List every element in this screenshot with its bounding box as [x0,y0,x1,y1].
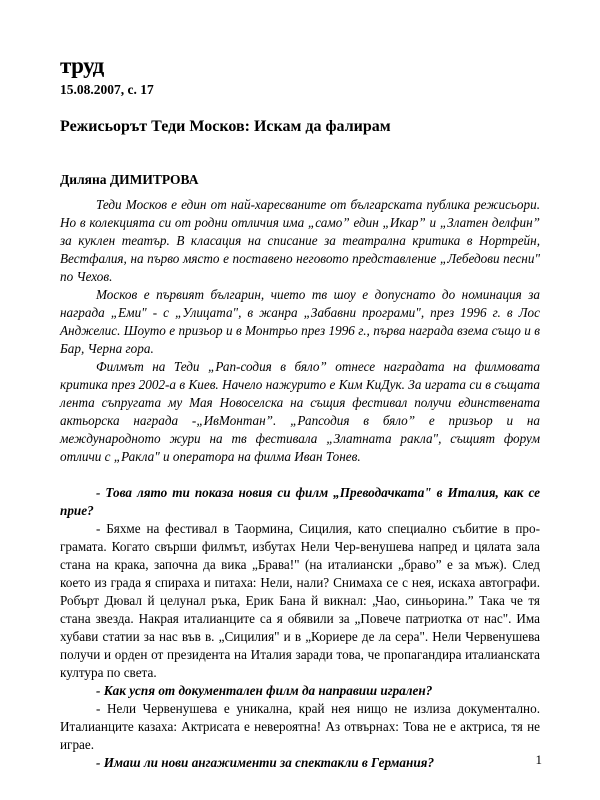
article-author: Диляна ДИМИТРОВА [60,172,199,187]
newspaper-logo: труд [60,53,104,78]
interview-question: - Това лято ти показа новия си филм „Преводачката" в Италия, как се прие? [60,485,540,518]
article-body [60,196,540,772]
page-number: 1 [535,752,542,767]
intro-paragraph: Филмът на Теди „Рап-содия в бяло” отнесе наградата на филмовата критика през 2002-а в Киев. Начело нажурито е Ким КиДук. За играта си в същата лента съпругата му Мая Новоселска на същия фестивал получи единствената актьорска награда -„ИвМонтан”. „Рапсодия в бяло” е призьор и на международното жури на тв фестивала „Златната ракла", същият форум отличи с „Ракла" и оператора на филма Иван Тонев. [60,359,540,464]
interview-answer: - Нели Червенушева е уникална, край нея нищо не излиза документално. Италианците казаха: Актрисата е невероятна! Аз отвърнах: Това не е актриса, тя не играе. [60,701,540,752]
paragraph-spacer [60,466,540,484]
interview-question: - Имаш ли нови ангажименти за спектакли в Германия? [96,755,435,770]
interview-answer: - Бяхме на фестивал в Таормина, Сицилия, като специално събитие в про-грамата. Когато свърши филмът, избутах Нели Чер-венушева напред и цялата зала стана на крака, започна да вика „Брава!" (на италиански „браво” е за мъж). След което из града я спираха и питаха: Нели, нали? Снимаха се с нея, искаха автографи. Робърт Дювал й целунал ръка, Ерик Бана й викнал: „Чао, синьорина.” Така че тя стана звезда. Накрая италианците са я обявили за „Повече патриотка от нас". Има хубави статии за нас във в. „Сицилия" и в „Кориере де ла сера". Нели Червенушева получи и орден от президента на Италия заради това, че пропагандира италианската култура по света. [60,521,540,680]
interview-question: - Как успя от документален филм да направиш игрален? [96,683,433,698]
publication-dateline: 15.08.2007, с. 17 [60,82,154,97]
article-title: Режисьорът Теди Москов: Искам да фалирам [60,118,391,135]
intro-paragraph: Москов е първият българин, чието тв шоу е допуснато до номинация за награда „Еми" - с „Улицата", в жанра „Забавни програми", през 1996 г. в Лос Анджелис. Шоуто е призьор и в Монтрьо през 1996 г., първа награда взема също и в Бар, Черна гора. [60,287,540,356]
intro-paragraph: Теди Москов е един от най-харесваните от българската публика режисьори. Но в колекцията си от родни отличия има „само” един „Икар” и „Златен делфин” за куклен театър. В класация на списание за театрална критика в Нортрейн, Вестфалия, на първо място е поставено неговото представление „Лебедови песни" по Чехов. [60,197,540,284]
